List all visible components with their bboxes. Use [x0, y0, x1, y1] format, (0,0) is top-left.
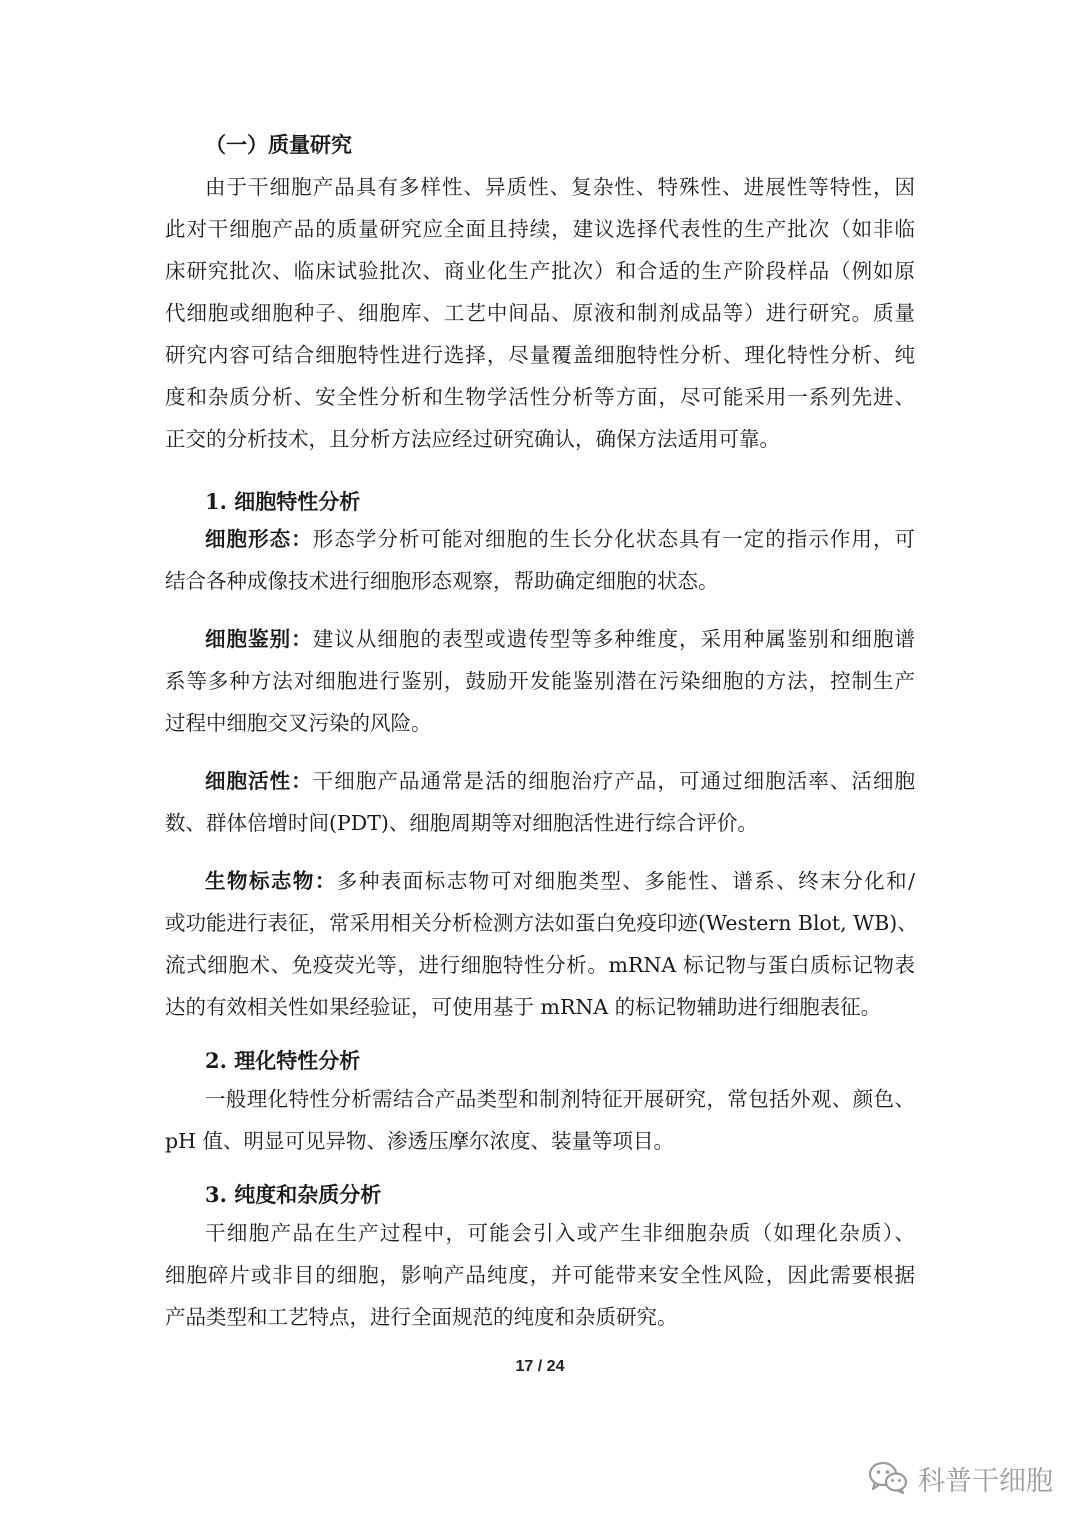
intro-line: 研究内容可结合细胞特性进行选择，尽量覆盖细胞特性分析、理化特性分析、纯	[165, 343, 915, 367]
identification-text: 建议从细胞的表型或遗传型等多种维度，采用种属鉴别和细胞谱	[312, 627, 915, 651]
viability-text: 干细胞产品通常是活的细胞治疗产品，可通过细胞活率、活细胞	[312, 769, 915, 793]
morphology-line: 结合各种成像技术进行细胞形态观察，帮助确定细胞的状态。	[165, 569, 719, 593]
morphology-line	[205, 524, 915, 554]
identification-line: 系等多种方法对细胞进行鉴别，鼓励开发能鉴别潜在污染细胞的方法，控制生产	[165, 669, 915, 693]
biomarker-text: 多种表面标志物可对细胞类型、多能性、谱系、终末分化和/	[336, 869, 916, 893]
wechat-icon	[868, 1461, 908, 1495]
subsection-title-purity: 3. 纯度和杂质分析	[205, 1182, 382, 1207]
intro-line: 由于干细胞产品具有多样性、异质性、复杂性、特殊性、进展性等特性，因	[205, 175, 915, 199]
physchem-line: 一般理化特性分析需结合产品类型和制剂特征开展研究，常包括外观、颜色、	[205, 1087, 915, 1111]
page-number: 17 / 24	[515, 1358, 565, 1375]
intro-line: 此对干细胞产品的质量研究应全面且持续，建议选择代表性的生产批次（如非临	[165, 217, 915, 241]
subsection-title-cell-characteristics: 1. 细胞特性分析	[205, 489, 361, 514]
purity-line: 产品类型和工艺特点，进行全面规范的纯度和杂质研究。	[165, 1305, 678, 1329]
identification-label: 细胞鉴别：	[205, 627, 313, 651]
morphology-label: 细胞形态：	[205, 527, 313, 551]
intro-line: 床研究批次、临床试验批次、商业化生产批次）和合适的生产阶段样品（例如原	[165, 259, 915, 283]
viability-line: 数、群体倍增时间(PDT)、细胞周期等对细胞活性进行综合评价。	[165, 811, 758, 835]
intro-line: 度和杂质分析、安全性分析和生物学活性分析等方面，尽可能采用一系列先进、	[165, 385, 915, 409]
identification-line: 过程中细胞交叉污染的风险。	[165, 711, 432, 735]
biomarker-line: 或功能进行表征，常采用相关分析检测方法如蛋白免疫印迹(Western Blot, WB)、	[165, 911, 918, 935]
viability-line	[205, 766, 915, 796]
physchem-line: pH 值、明显可见异物、渗透压摩尔浓度、装量等项目。	[165, 1129, 675, 1153]
biomarker-line: 达的有效相关性如果经验证，可使用基于 mRNA 的标记物辅助进行细胞表征。	[165, 995, 882, 1019]
watermark-text: 科普干细胞	[918, 1465, 1053, 1497]
watermark	[868, 1456, 1053, 1500]
subsection-title-physicochemical: 2. 理化特性分析	[205, 1048, 361, 1073]
viability-label: 细胞活性：	[205, 769, 313, 793]
morphology-text: 形态学分析可能对细胞的生长分化状态具有一定的指示作用，可	[312, 527, 915, 551]
intro-line: 代细胞或细胞种子、细胞库、工艺中间品、原液和制剂成品等）进行研究。质量	[165, 301, 915, 325]
purity-line: 细胞碎片或非目的细胞，影响产品纯度，并可能带来安全性风险，因此需要根据	[165, 1263, 915, 1287]
biomarker-label: 生物标志物：	[205, 869, 337, 893]
biomarker-line	[205, 866, 915, 896]
biomarker-line: 流式细胞术、免疫荧光等，进行细胞特性分析。mRNA 标记物与蛋白质标记物表	[165, 953, 915, 977]
identification-line	[205, 624, 915, 654]
section-title: （一）质量研究	[205, 132, 352, 157]
purity-line: 干细胞产品在生产过程中，可能会引入或产生非细胞杂质（如理化杂质）、	[205, 1221, 915, 1245]
intro-line: 正交的分析技术，且分析方法应经过研究确认，确保方法适用可靠。	[165, 427, 780, 451]
